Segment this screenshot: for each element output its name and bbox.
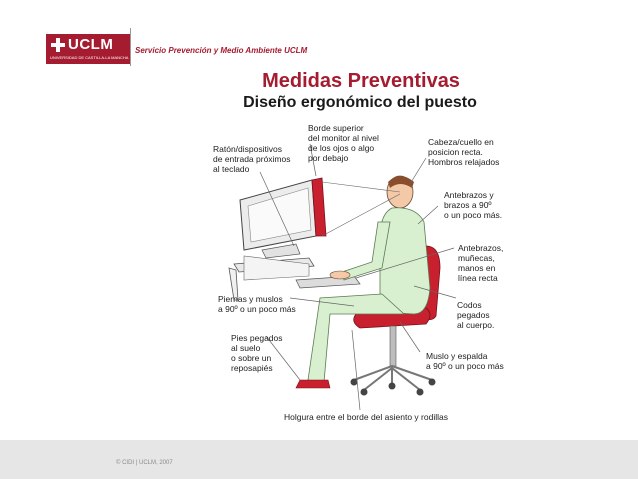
header-divider [130, 28, 131, 66]
logo-emblem-icon [51, 38, 65, 52]
label-clearance: Holgura entre el borde del asiento y rodillas [284, 412, 448, 422]
label-head: Cabeza/cuello en posicion recta. Hombros relajados [428, 137, 500, 167]
label-feet: Pies pegados al suelo o sobre un reposapiés [231, 333, 283, 373]
label-mouse: Ratón/dispositivos de entrada próximos al teclado [213, 144, 291, 174]
slide-footer [0, 440, 638, 479]
label-elbows: Codos pegados al cuerpo. [457, 300, 495, 330]
label-legs: Piernas y muslos a 90º o un poco más [218, 294, 296, 314]
slide-subtitle: Diseño ergonómico del puesto [243, 94, 477, 111]
monitor [240, 178, 326, 258]
logo-text: UCLM [68, 36, 114, 53]
uclm-logo [46, 34, 130, 64]
label-wrists: Antebrazos, muñecas, manos en línea recta [458, 243, 504, 283]
logo-subtext: UNIVERSIDAD DE CASTILLA-LA MANCHA [50, 55, 129, 60]
slide-title: Medidas Preventivas [262, 70, 460, 92]
section-label: Servicio Prevención y Medio Ambiente UCLM [135, 46, 308, 55]
copyright-text: © CIDI | UCLM, 2007 [116, 460, 173, 466]
label-monitor-top: Borde superior del monitor al nivel de los ojos o algo por debajo [308, 123, 379, 163]
label-forearms: Antebrazos y brazos a 90º o un poco más. [444, 190, 503, 220]
label-thigh-back: Muslo y espalda a 90º o un poco más [426, 351, 504, 371]
